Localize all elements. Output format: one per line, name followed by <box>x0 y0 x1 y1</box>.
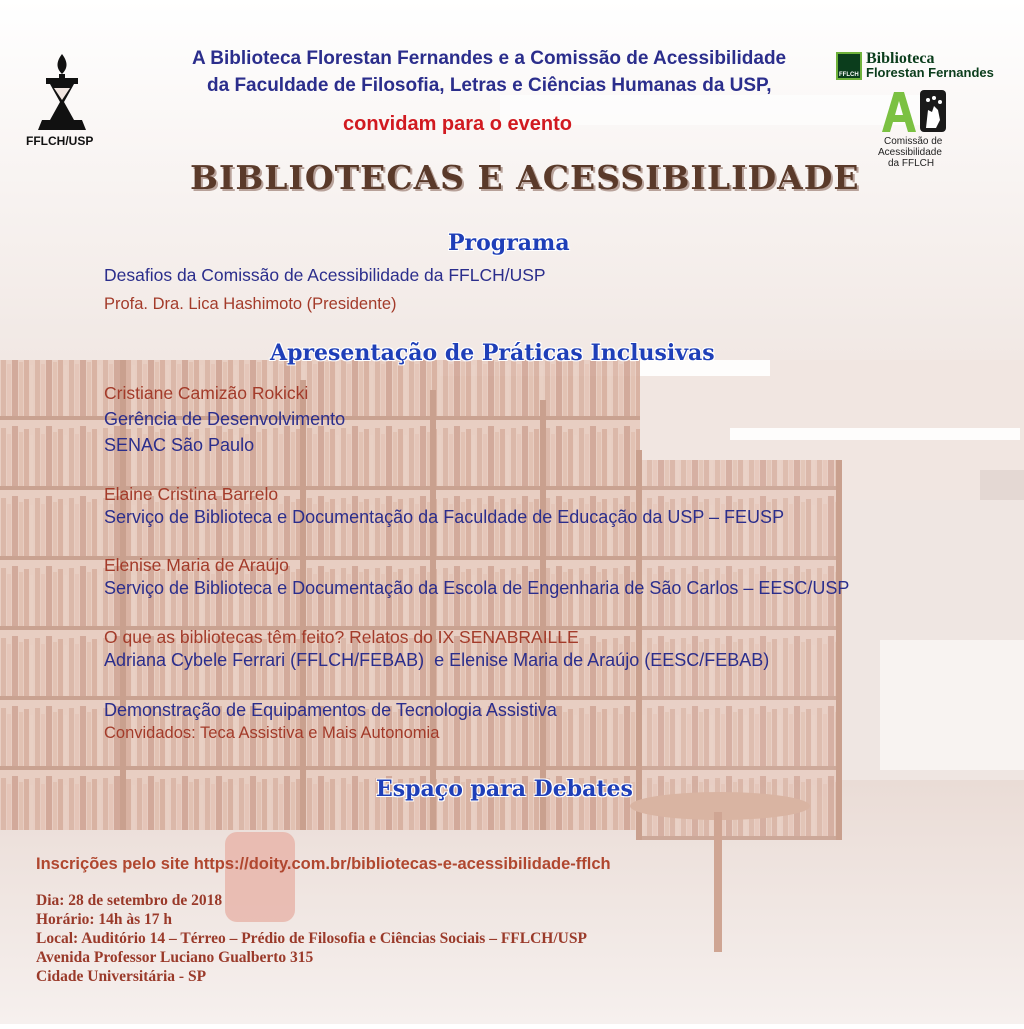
block3-name: Elenise Maria de Araújo <box>104 555 289 575</box>
biblioteca-logo-line1: Biblioteca <box>866 50 935 67</box>
fflch-lamp-icon <box>32 50 92 134</box>
footer-endereco: Avenida Professor Luciano Gualberto 315 <box>36 949 314 966</box>
block5-title: Demonstração de Equipamentos de Tecnologia Assistiva <box>104 700 557 720</box>
fflch-usp-logo <box>26 50 94 150</box>
fflch-logo-label: FFLCH/USP <box>26 134 94 148</box>
footer-cidade: Cidade Universitária - SP <box>36 968 207 985</box>
header-line-2: da Faculdade de Filosofia, Letras e Ciências Humanas da USP, <box>207 75 772 96</box>
block1-line2: Gerência de Desenvolvimento <box>104 409 346 429</box>
programa-talk: Desafios da Comissão de Acessibilidade da FFLCH/USP <box>104 265 546 285</box>
programa-heading: Programa <box>448 230 570 256</box>
block2-name: Elaine Cristina Barrelo <box>104 484 279 504</box>
event-title: BIBLIOTECAS E ACESSIBILIDADE <box>190 158 860 197</box>
debates-heading: Espaço para Debates <box>376 776 633 802</box>
praticas-heading: Apresentação de Práticas Inclusivas <box>270 340 715 366</box>
block1-line3: SENAC São Paulo <box>104 435 255 455</box>
footer-local: Local: Auditório 14 – Térreo – Prédio de Filosofia e Ciências Sociais – FFLCH/USP <box>36 930 587 947</box>
programa-speaker: Profa. Dra. Lica Hashimoto (Presidente) <box>104 295 397 313</box>
comissao-logo-line3: da FFLCH <box>888 158 935 169</box>
accessibility-a-icon <box>878 88 948 134</box>
block5-guests: Convidados: Teca Assistiva e Mais Autonomia <box>104 724 440 742</box>
header-line-1: A Biblioteca Florestan Fernandes e a Comissão de Acessibilidade <box>192 48 787 69</box>
comissao-logo-line1: Comissão de <box>884 136 943 147</box>
block4-people: Adriana Cybele Ferrari (FFLCH/FEBAB) e Elenise Maria de Araújo (EESC/FEBAB) <box>104 650 770 670</box>
block4-title: O que as bibliotecas têm feito? Relatos do IX SENABRAILLE <box>104 627 579 647</box>
comissao-acessibilidade-logo <box>872 88 982 172</box>
block1-name: Cristiane Camizão Rokicki <box>104 383 309 403</box>
biblioteca-logo-line2: Florestan Fernandes <box>866 65 994 80</box>
footer-dia: Dia: 28 de setembro de 2018 <box>36 892 223 909</box>
comissao-logo-line2: Acessibilidade <box>878 147 942 158</box>
block2-org: Serviço de Biblioteca e Documentação da Faculdade de Educação da USP – FEUSP <box>104 507 785 527</box>
biblioteca-logo-badge <box>836 52 862 80</box>
biblioteca-badge-text: FFLCH <box>839 72 859 78</box>
footer-horario: Horário: 14h às 17 h <box>36 911 173 928</box>
block3-org: Serviço de Biblioteca e Documentação da Escola de Engenharia de São Carlos – EESC/USP <box>104 578 850 598</box>
header-invite-line: convidam para o evento <box>343 113 572 135</box>
inscricoes-link-text[interactable]: Inscrições pelo site https://doity.com.br/bibliotecas-e-acessibilidade-fflch <box>36 855 611 873</box>
biblioteca-logo <box>836 52 992 82</box>
